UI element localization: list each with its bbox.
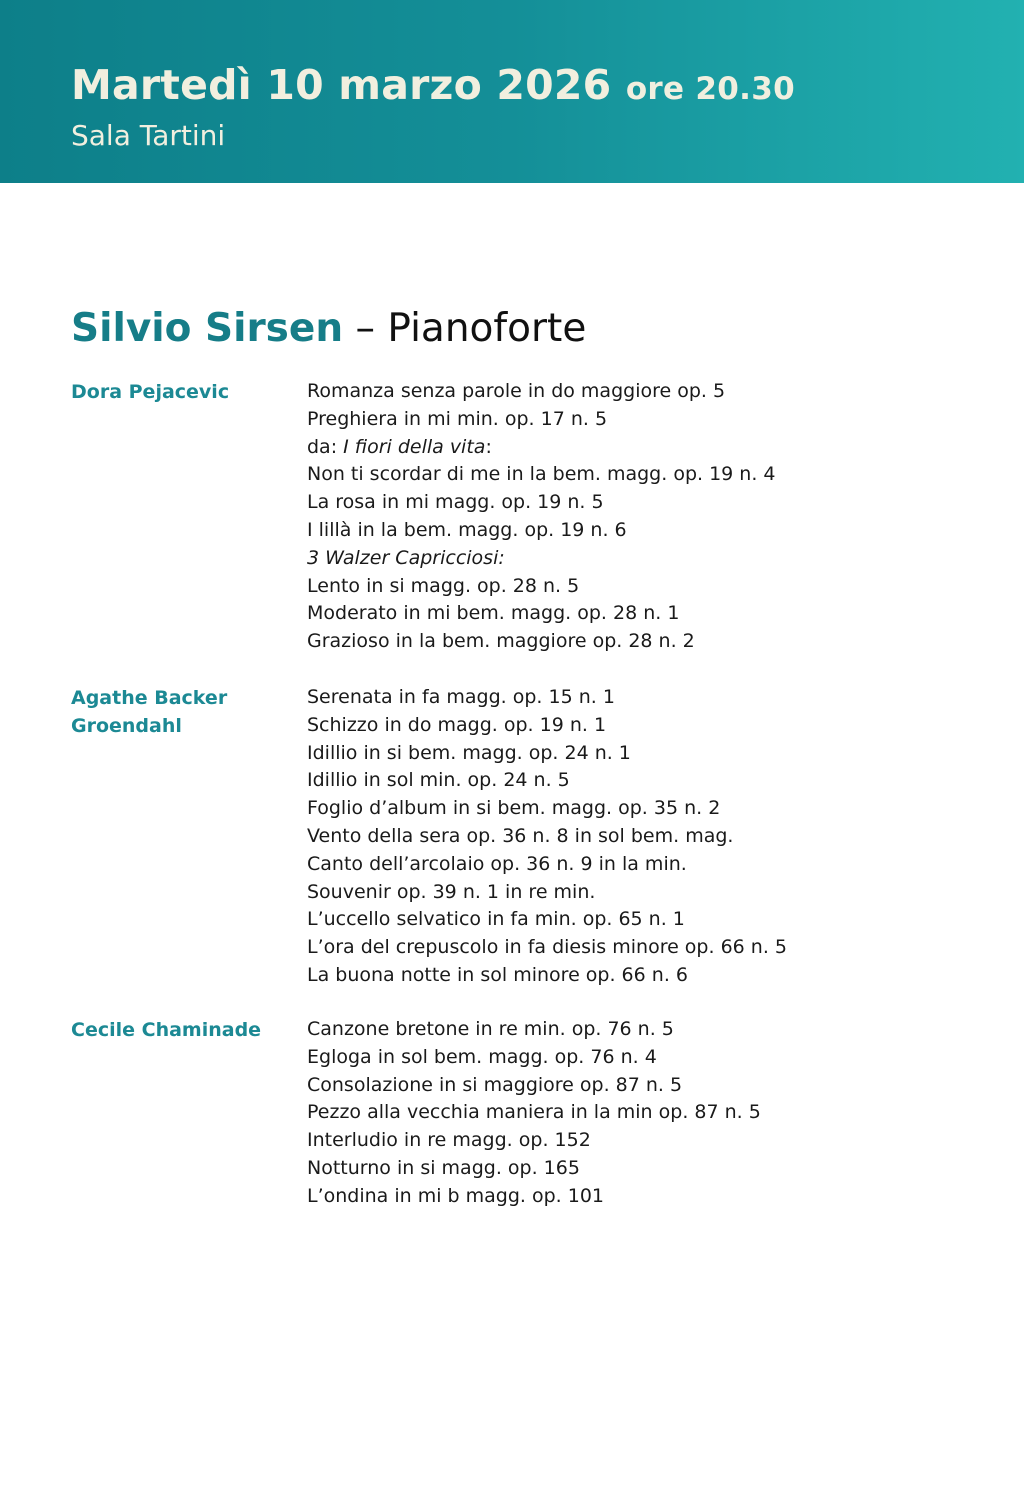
work-item: Consolazione in si maggiore op. 87 n. 5 — [307, 1073, 683, 1096]
work-item: Preghiera in mi min. op. 17 n. 5 — [307, 407, 608, 430]
work-item: Lento in si magg. op. 28 n. 5 — [307, 574, 580, 597]
performer-heading — [71, 305, 586, 353]
work-item: Canzone bretone in re min. op. 76 n. 5 — [307, 1018, 674, 1040]
work-item: Idillio in sol min. op. 24 n. 5 — [307, 769, 570, 792]
work-item: Idillio in si bem. magg. op. 24 n. 1 — [307, 741, 631, 764]
concert-venue: Sala Tartini — [71, 119, 226, 152]
composer-name: Agathe Backer Groendahl — [71, 687, 228, 737]
works-list — [307, 684, 927, 990]
work-item: Moderato in mi bem. magg. op. 28 n. 1 — [307, 602, 680, 625]
performer-instrument: Pianoforte — [387, 306, 587, 351]
work-item: L’ora del crepuscolo in fa diesis minore op. 66 n. 5 — [307, 936, 788, 959]
work-item: Souvenir op. 39 n. 1 in re min. — [307, 880, 596, 903]
work-item: Canto dell’arcolaio op. 36 n. 9 in la min. — [307, 852, 687, 875]
work-item: L’uccello selvatico in fa min. op. 65 n. 1 — [307, 908, 685, 931]
work-item: Foglio d’album in si bem. magg. op. 35 n. 2 — [307, 797, 721, 820]
performer-name: Silvio Sirsen — [71, 306, 344, 351]
work-item: Egloga in sol bem. magg. op. 76 n. 4 — [307, 1045, 657, 1068]
header-banner — [0, 0, 1024, 183]
work-item: Notturno in si magg. op. 165 — [307, 1156, 580, 1179]
concert-date — [71, 60, 795, 114]
work-item: Serenata in fa magg. op. 15 n. 1 — [307, 686, 615, 708]
works-list — [307, 1016, 927, 1211]
work-item: 3 Walzer Capricciosi: — [307, 546, 505, 569]
work-item: Schizzo in do magg. op. 19 n. 1 — [307, 713, 607, 736]
work-item: Interludio in re magg. op. 152 — [307, 1129, 591, 1152]
work-item: La buona notte in sol minore op. 66 n. 6 — [307, 963, 688, 986]
concert-time: ore 20.30 — [625, 71, 795, 107]
work-item: I lillà in la bem. magg. op. 19 n. 6 — [307, 518, 627, 541]
concert-date-text: Martedì 10 marzo 2026 — [71, 61, 612, 109]
work-item: Grazioso in la bem. maggiore op. 28 n. 2 — [307, 630, 695, 653]
composer-name: Dora Pejacevic — [71, 381, 230, 403]
work-item: Vento della sera op. 36 n. 8 in sol bem. mag. — [307, 824, 734, 847]
works-list — [307, 378, 927, 656]
work-item: Non ti scordar di me in la bem. magg. op. 19 n. 4 — [307, 463, 776, 486]
composer-name: Cecile Chaminade — [71, 1019, 262, 1041]
performer-separator: – — [355, 306, 376, 351]
work-item: La rosa in mi magg. op. 19 n. 5 — [307, 491, 604, 514]
work-item: Pezzo alla vecchia maniera in la min op. 87 n. 5 — [307, 1101, 761, 1124]
work-item: Romanza senza parole in do maggiore op. 5 — [307, 380, 726, 402]
work-item: da: I fiori della vita: — [307, 435, 492, 458]
work-item: L’ondina in mi b magg. op. 101 — [307, 1184, 605, 1207]
